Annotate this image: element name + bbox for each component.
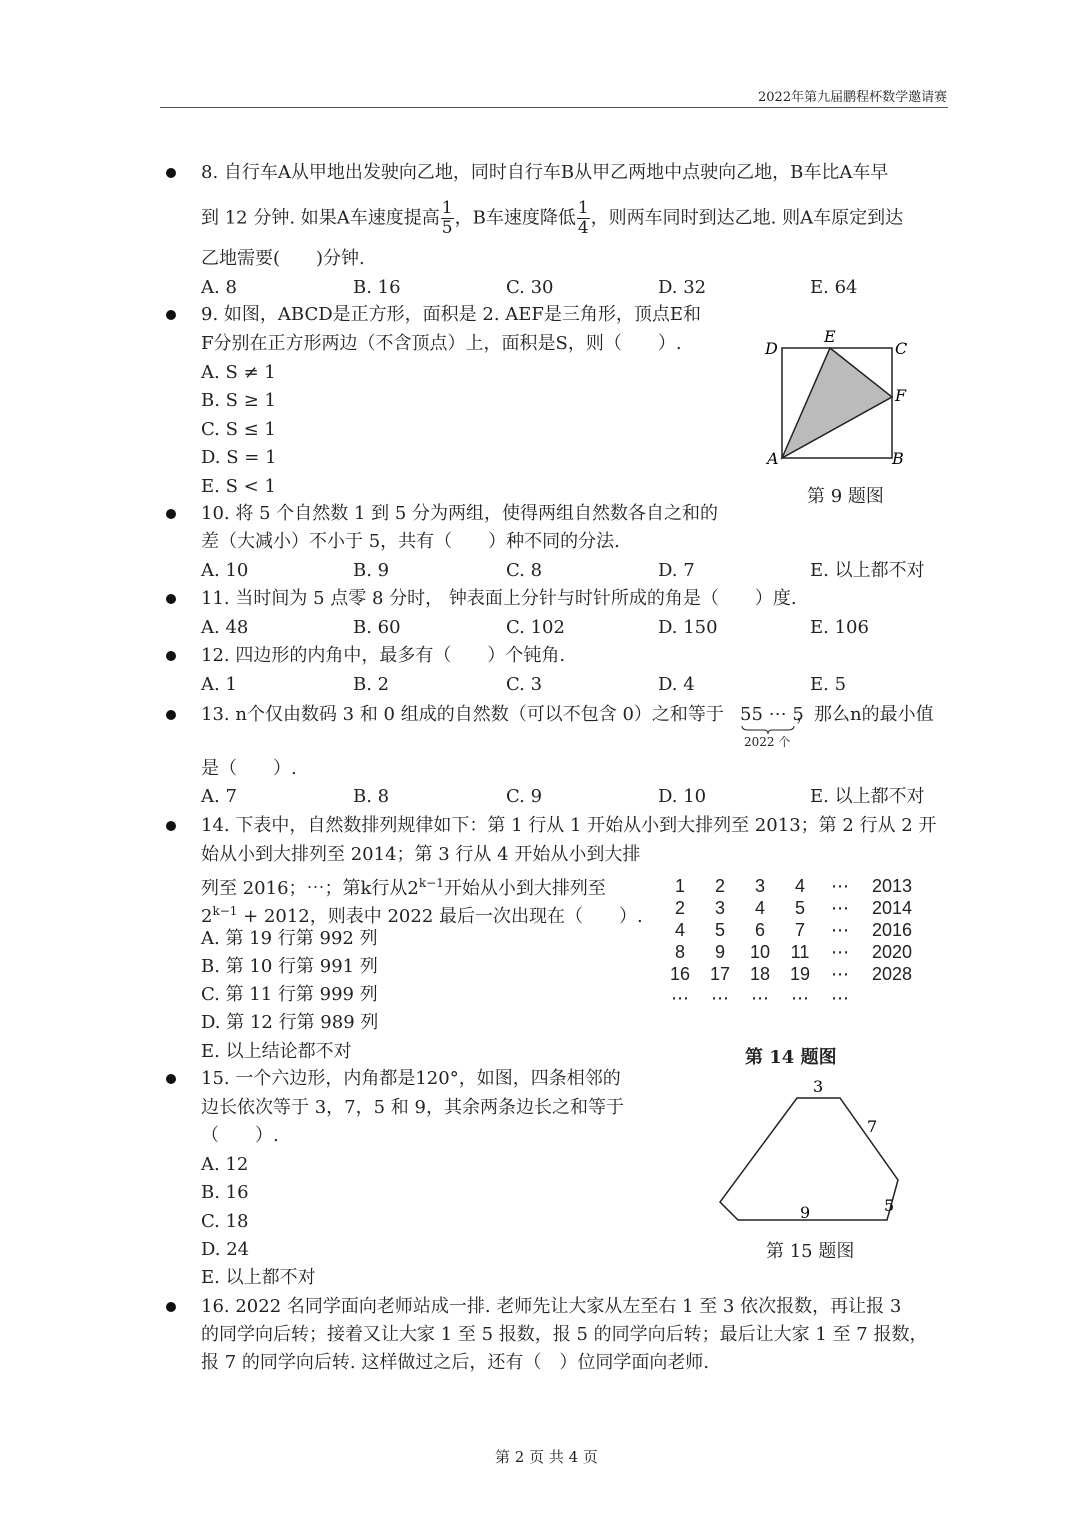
bullet-q15 <box>166 1074 176 1084</box>
q14-number-table <box>658 876 918 1016</box>
q14-cell: ⋯ <box>751 988 769 1008</box>
q14-cell: ⋯ <box>831 876 849 896</box>
q14-cell: 2016 <box>871 920 913 940</box>
q9-option-d: D. S = 1 <box>201 447 277 468</box>
q9-option-e: E. S < 1 <box>201 476 276 497</box>
q14-line2: 始从小到大排列至 2014；第 3 行从 4 开始从小到大排 <box>201 844 641 865</box>
q8-option-c: C. 30 <box>506 277 554 298</box>
bullet-q14 <box>166 821 176 831</box>
q8-fraction-2 <box>577 199 590 238</box>
q14-cell: 8 <box>674 942 685 962</box>
q9-option-c: C. S ≤ 1 <box>201 419 276 440</box>
q11-option-b: B. 60 <box>353 617 401 638</box>
q8-line2-c: ，则两车同时到达乙地. 则A车原定到达 <box>590 207 904 229</box>
q11-option-a: A. 48 <box>201 617 249 638</box>
q14-cell: ⋯ <box>791 988 809 1008</box>
q14-line3-sup: k−1 <box>418 876 444 890</box>
bullet-q16 <box>166 1302 176 1312</box>
q14-cell: ⋯ <box>711 988 729 1008</box>
q12-line1: 12. 四边形的内角中，最多有（ ）个钝角. <box>201 645 566 666</box>
bullet-q11 <box>166 594 176 604</box>
q16-line2: 的同学向后转；接着又让大家 1 至 5 报数，报 5 的同学向后转；最后让大家 1 至 7 报数， <box>201 1324 928 1345</box>
q9-square-figure <box>755 322 915 472</box>
q13-number: 55 ⋯ 5 <box>740 704 804 725</box>
q15-line1: 15. 一个六边形，内角都是120°，如图，四条相邻的 <box>201 1068 621 1089</box>
q8-line2 <box>201 199 903 238</box>
q14-cell: 19 <box>789 964 811 984</box>
q14-line4 <box>201 900 643 928</box>
q15-hexagon-figure <box>710 1075 910 1230</box>
page-number: 第 2 页 共 4 页 <box>495 1448 598 1466</box>
q13-line1a: 13. n个仅由数码 3 和 0 组成的自然数（可以不包含 0）之和等于 <box>201 704 724 725</box>
q14-cell: ⋯ <box>831 942 849 962</box>
q13-option-d: D. 10 <box>658 786 707 807</box>
q15-side-5: 5 <box>884 1196 895 1215</box>
q8-line2-b: ，B车速度降低 <box>454 207 576 229</box>
q8-f2-den: 4 <box>577 218 589 238</box>
header-title: 2022年第九届鹏程杯数学邀请赛 <box>758 90 948 105</box>
q9-line2: F分别在正方形两边（不含顶点）上，面积是S，则（ ）. <box>201 333 682 354</box>
q14-caption: 第 14 题图 <box>745 1047 837 1068</box>
q14-cell: 5 <box>794 898 805 918</box>
q14-cell: ⋯ <box>831 920 849 940</box>
q8-option-e: E. 64 <box>810 277 858 298</box>
q10-line1: 10. 将 5 个自然数 1 到 5 分为两组，使得两组自然数各自之和的 <box>201 503 719 524</box>
bullet-q13 <box>166 710 176 720</box>
q10-option-e: E. 以上都不对 <box>810 560 925 581</box>
q15-side-9: 9 <box>800 1203 811 1222</box>
q12-option-a: A. 1 <box>201 674 237 695</box>
q16-line3: 报 7 的同学向后转. 这样做过之后，还有（ ）位同学面向老师. <box>201 1352 710 1373</box>
bullet-q8 <box>166 168 176 178</box>
q14-line3-a: 列至 2016；⋯；第k行从2 <box>201 878 419 899</box>
q13-line2: 是（ ）. <box>201 758 297 779</box>
q9-option-a: A. S ≠ 1 <box>201 362 276 383</box>
q14-cell: 2020 <box>871 942 913 962</box>
q10-option-a: A. 10 <box>201 560 249 581</box>
q14-cell: 17 <box>709 964 731 984</box>
q15-line2: 边长依次等于 3，7，5 和 9，其余两条边长之和等于 <box>201 1097 624 1118</box>
bullet-q9 <box>166 310 176 320</box>
q14-cell: 2028 <box>871 964 913 984</box>
q9-triangle <box>782 348 892 458</box>
q14-cell: 10 <box>749 942 771 962</box>
q14-line1: 14. 下表中，自然数排列规律如下：第 1 行从 1 开始从小到大排列至 2013；第 2 行从 2 开 <box>201 815 937 836</box>
q8-fraction-1 <box>441 199 454 238</box>
q15-option-e: E. 以上都不对 <box>201 1267 316 1288</box>
q14-cell: 2014 <box>871 898 913 918</box>
q8-option-a: A. 8 <box>201 277 237 298</box>
q9-label-d: D <box>765 339 778 358</box>
q16-line1: 16. 2022 名同学面向老师站成一排. 老师先让大家从左至右 1 至 3 依次报数，再让报 3 <box>201 1296 902 1317</box>
q12-option-c: C. 3 <box>506 674 543 695</box>
q14-cell: ⋯ <box>831 964 849 984</box>
q14-cell: 2013 <box>871 876 913 896</box>
q12-option-e: E. 5 <box>810 674 847 695</box>
q9-option-b: B. S ≥ 1 <box>201 390 276 411</box>
q13-option-b: B. 8 <box>353 786 390 807</box>
q14-cell: 5 <box>714 920 725 940</box>
q8-option-d: D. 32 <box>658 277 707 298</box>
q13-line1b: ，那么n的最小值 <box>796 704 934 725</box>
q13-option-a: A. 7 <box>201 786 237 807</box>
bullet-q12 <box>166 651 176 661</box>
q14-cell: ⋯ <box>831 988 849 1008</box>
q14-line4-a: 2 <box>201 906 213 927</box>
q14-cell: ⋯ <box>671 988 689 1008</box>
q8-f2-num: 1 <box>577 198 589 218</box>
q14-option-d: D. 第 12 行第 989 列 <box>201 1012 379 1033</box>
q14-cell: 6 <box>754 920 765 940</box>
q14-cell: 3 <box>754 876 765 896</box>
q14-line4-b: + 2012，则表中 2022 最后一次出现在（ ）. <box>237 906 643 927</box>
q8-line1: 8. 自行车A从甲地出发驶向乙地，同时自行车B从甲乙两地中点驶向乙地，B车比A车早 <box>201 162 889 183</box>
q14-cell: 7 <box>794 920 805 940</box>
q11-line1: 11. 当时间为 5 点零 8 分时， 钟表面上分针与时针所成的角是（ ）度. <box>201 588 797 609</box>
q14-line3 <box>201 872 606 900</box>
q14-cell: 4 <box>794 876 805 896</box>
q10-line2: 差（大减小）不小于 5，共有（ ）种不同的分法. <box>201 531 620 552</box>
q14-cell: 4 <box>674 920 685 940</box>
q12-option-b: B. 2 <box>353 674 390 695</box>
q13-option-c: C. 9 <box>506 786 543 807</box>
q8-option-b: B. 16 <box>353 277 401 298</box>
q15-line3: （ ）. <box>201 1125 279 1146</box>
q11-option-d: D. 150 <box>658 617 718 638</box>
q14-option-e: E. 以上结论都不对 <box>201 1041 352 1062</box>
q9-label-b: B <box>892 449 904 468</box>
q8-f1-den: 5 <box>441 218 453 238</box>
q14-option-a: A. 第 19 行第 992 列 <box>201 928 378 949</box>
q14-cell: 2 <box>714 876 725 896</box>
q14-option-c: C. 第 11 行第 999 列 <box>201 984 378 1005</box>
q9-label-c: C <box>895 339 908 358</box>
q11-option-c: C. 102 <box>506 617 565 638</box>
q11-option-e: E. 106 <box>810 617 869 638</box>
q14-cell: ⋯ <box>831 898 849 918</box>
q13-brace-label: 2022 个 <box>744 735 791 749</box>
q14-option-b: B. 第 10 行第 991 列 <box>201 956 378 977</box>
q8-line2-a: 到 12 分钟. 如果A车速度提高 <box>201 207 440 229</box>
q15-caption: 第 15 题图 <box>766 1241 855 1262</box>
q14-cell: 4 <box>754 898 765 918</box>
q14-cell: 1 <box>674 876 685 896</box>
q15-option-d: D. 24 <box>201 1239 250 1260</box>
q8-f1-num: 1 <box>441 198 453 218</box>
bullet-q10 <box>166 509 176 519</box>
q14-cell: 9 <box>714 942 725 962</box>
q15-side-3: 3 <box>813 1077 824 1096</box>
q9-label-a: A <box>767 449 779 468</box>
q14-line4-sup: k−1 <box>212 904 238 918</box>
q15-option-c: C. 18 <box>201 1211 249 1232</box>
q10-option-b: B. 9 <box>353 560 390 581</box>
q13-option-e: E. 以上都不对 <box>810 786 925 807</box>
q10-option-c: C. 8 <box>506 560 543 581</box>
q14-line3-b: 开始从小到大排列至 <box>443 878 606 899</box>
q12-option-d: D. 4 <box>658 674 695 695</box>
q9-caption: 第 9 题图 <box>807 486 884 507</box>
q14-cell: 16 <box>669 964 691 984</box>
q15-side-7: 7 <box>867 1117 878 1136</box>
q9-label-f: F <box>895 386 907 405</box>
q14-cell: 2 <box>674 898 685 918</box>
q10-option-d: D. 7 <box>658 560 695 581</box>
q9-line1: 9. 如图，ABCD是正方形，面积是 2. AEF是三角形，顶点E和 <box>201 304 702 325</box>
q8-line3: 乙地需要( )分钟. <box>201 248 365 269</box>
q14-cell: 11 <box>790 942 810 962</box>
q15-option-a: A. 12 <box>201 1154 249 1175</box>
header-rule <box>160 107 948 108</box>
q14-cell: 3 <box>714 898 725 918</box>
q9-label-e: E <box>824 327 836 346</box>
q15-option-b: B. 16 <box>201 1182 249 1203</box>
q14-cell: 18 <box>749 964 771 984</box>
